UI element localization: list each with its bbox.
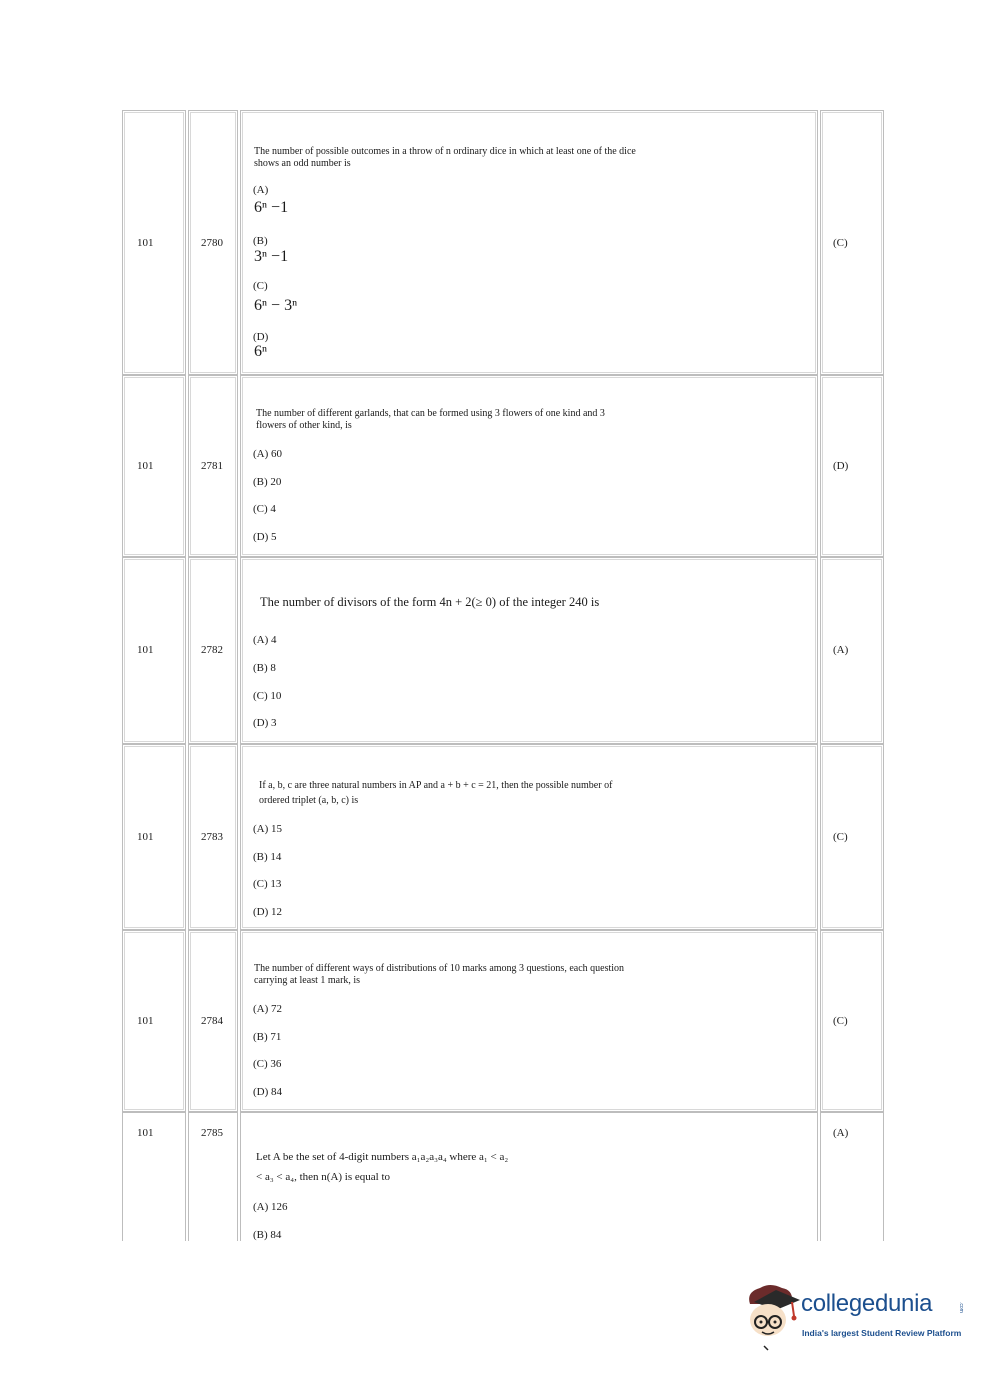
question-id-cell: 2784 (188, 930, 238, 1112)
serial-cell: 101 (122, 744, 186, 930)
question-table (122, 110, 886, 1241)
option: (D) 84 (253, 1086, 283, 1098)
table-row (122, 744, 886, 930)
option-value: 6ⁿ (254, 343, 268, 360)
answer-cell: (C) (820, 110, 884, 375)
brand-suffix: .com (958, 1302, 964, 1313)
answer-cell: (D) (820, 375, 884, 557)
option: (C) 10 (253, 690, 282, 702)
table-row (122, 110, 886, 375)
mascot-icon (742, 1282, 802, 1352)
option-label: (B) (253, 235, 268, 247)
question-cell (240, 1112, 818, 1241)
answer-cell: (A) (820, 557, 884, 744)
option: (C) 4 (253, 503, 276, 515)
question-id-cell: 2785 (188, 1112, 238, 1241)
table-row (122, 375, 886, 557)
serial-cell: 101 (122, 110, 186, 375)
option: (B) 20 (253, 476, 282, 488)
question-text: If a, b, c are three natural numbers in AP and a + b + c = 21, then the possible number of ordered triplet (a, b, c) is (259, 780, 613, 806)
answer-cell: (C) (820, 744, 884, 930)
question-cell (240, 557, 818, 744)
option: (B) 71 (253, 1031, 282, 1043)
option: (B) 8 (253, 662, 276, 674)
brand-name: collegedunia (801, 1290, 933, 1317)
question-cell (240, 930, 818, 1112)
answer-cell: (A) (820, 1112, 884, 1241)
serial-cell: 101 (122, 375, 186, 557)
serial-cell: 101 (122, 557, 186, 744)
option-label: (A) (253, 184, 269, 196)
option-value: 3ⁿ −1 (254, 248, 289, 265)
collegedunia-logo[interactable] (742, 1282, 974, 1352)
option: (A) 72 (253, 1003, 283, 1015)
answer-cell: (C) (820, 930, 884, 1112)
question-text: The number of different ways of distributions of 10 marks among 3 questions, each question carrying at least 1 mark, is (254, 963, 625, 986)
serial-cell: 101 (122, 1112, 186, 1241)
brand-tagline: India's largest Student Review Platform (802, 1328, 962, 1338)
question-id-cell: 2781 (188, 375, 238, 557)
option: (A) 60 (253, 448, 283, 460)
option-value: 6ⁿ −1 (254, 199, 289, 216)
question-cell (240, 744, 818, 930)
option-label: (D) (253, 331, 269, 343)
option: (A) 15 (253, 823, 283, 835)
option: (A) 126 (253, 1201, 288, 1213)
question-id-cell: 2783 (188, 744, 238, 930)
option: (D) 3 (253, 717, 277, 729)
question-id-cell: 2782 (188, 557, 238, 744)
option: (A) 4 (253, 634, 277, 646)
question-cell (240, 375, 818, 557)
question-text: Let A be the set of 4-digit numbers a₁a₂a₃a₄ where a₁ < a₂ < a₃ < a₄, then n(A) is equal to (256, 1151, 509, 1183)
table-row (122, 930, 886, 1112)
question-text: The number of different garlands, that can be formed using 3 flowers of one kind and 3 flowers of other kind, is (256, 408, 605, 431)
table-row (122, 1112, 886, 1241)
question-cell (240, 110, 818, 375)
option: (D) 5 (253, 531, 277, 543)
option: (C) 13 (253, 878, 282, 890)
question-text: The number of divisors of the form 4n + 2(≥ 0) of the integer 240 is (260, 595, 600, 609)
option: (B) 84 (253, 1229, 282, 1241)
option: (C) 36 (253, 1058, 282, 1070)
question-id-cell: 2780 (188, 110, 238, 375)
question-text: The number of possible outcomes in a throw of n ordinary dice in which at least one of the dice shows an odd number is (254, 146, 636, 169)
serial-cell: 101 (122, 930, 186, 1112)
option-label: (C) (253, 280, 268, 292)
option: (D) 12 (253, 906, 283, 918)
option-value: 6ⁿ − 3ⁿ (254, 297, 298, 314)
table-row (122, 557, 886, 744)
option: (B) 14 (253, 851, 282, 863)
